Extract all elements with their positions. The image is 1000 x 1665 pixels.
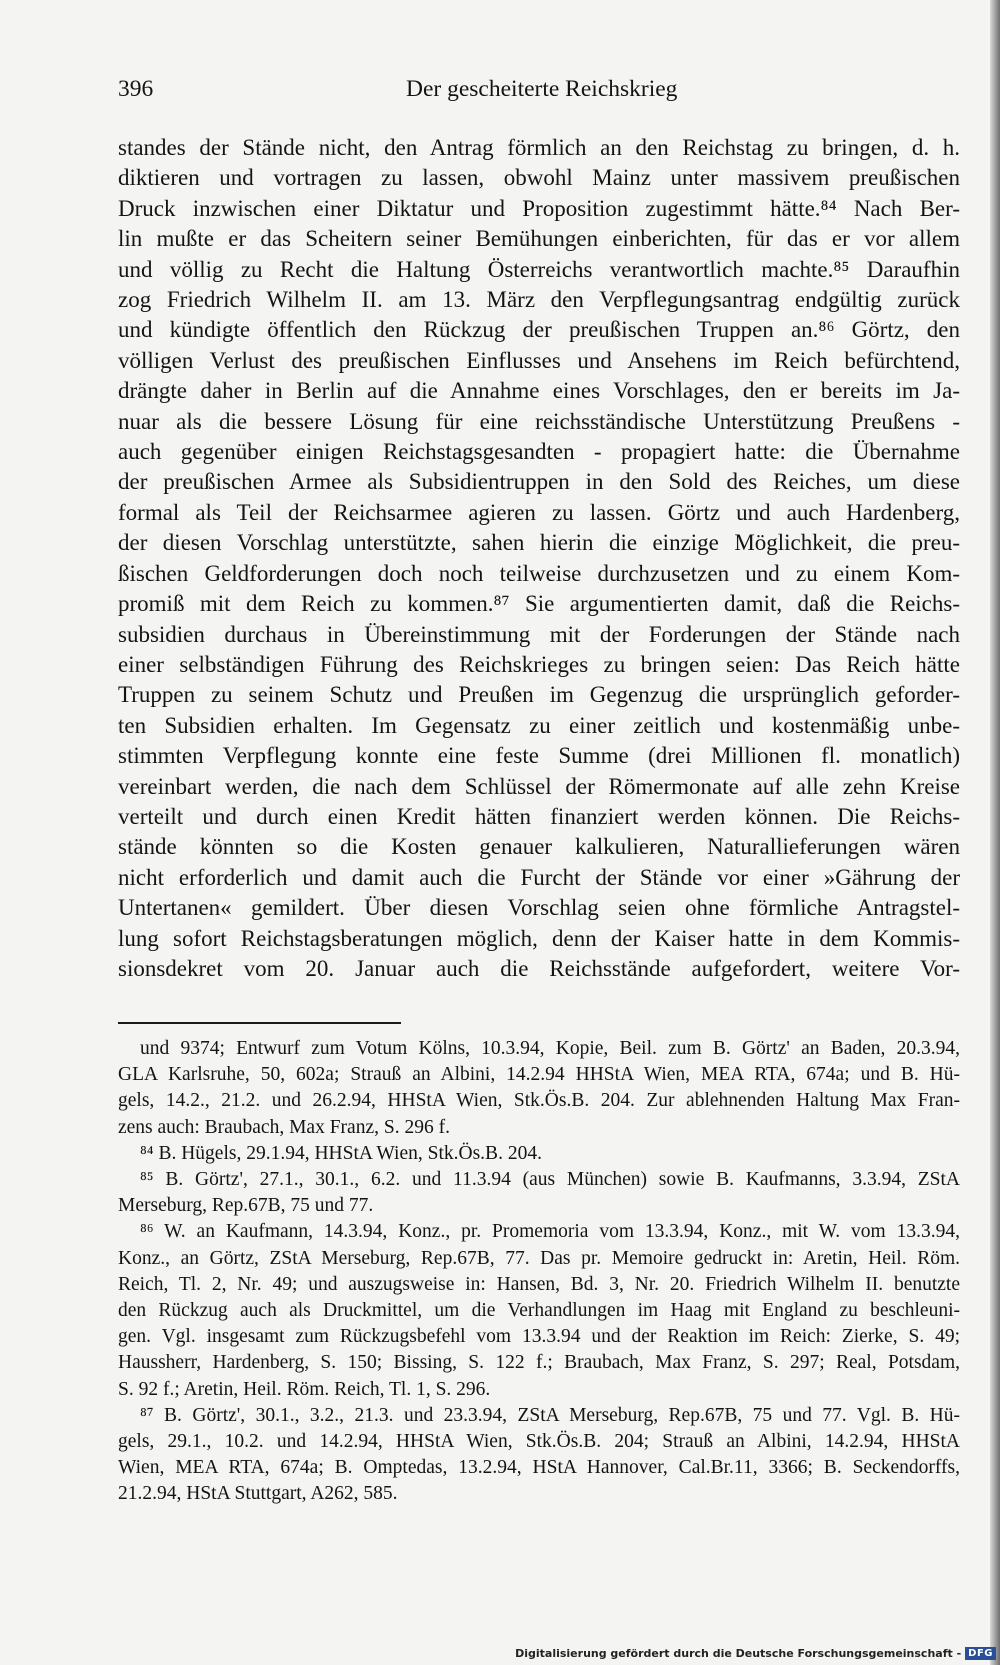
footnote-line: GLA Karlsruhe, 50, 602a; Strauß an Albini, 14.2.94 HHStA Wien, MEA RTA, 674a; und B. Hü- [118, 1064, 960, 1086]
body-line: verteilt und durch einen Kredit hätten finanziert werden können. Die Reichs- [118, 803, 960, 829]
footnote-line: Haussherr, Hardenberg, S. 150; Bissing, S. 122 f.; Braubach, Max Franz, S. 297; Real, Potsdam, [118, 1352, 960, 1374]
running-head: Der gescheiterte Reichskrieg [406, 76, 678, 102]
body-line: lin mußte er das Scheitern seiner Bemühungen einberichten, für das er vor allem [118, 226, 960, 252]
body-line: ten Subsidien erhalten. Im Gegensatz zu einer zeitlich und kostenmäßig unbe- [118, 712, 960, 738]
body-line: diktieren und vortragen zu lassen, obwohl Mainz unter massivem preußischen [118, 165, 960, 191]
body-line: sionsdekret vom 20. Januar auch die Reichsstände aufgefordert, weitere Vor- [118, 955, 960, 981]
footnote-line: und 9374; Entwurf zum Votum Kölns, 10.3.94, Kopie, Beil. zum B. Görtz' an Baden, 20.3.94, [140, 1038, 960, 1059]
footnote-line: ⁸⁶ W. an Kaufmann, 14.3.94, Konz., pr. Promemoria vom 13.3.94, Konz., mit W. vom 13.3.94, [140, 1221, 960, 1243]
footnote-rule [118, 1022, 401, 1024]
body-line: formal als Teil der Reichsarmee agieren zu lassen. Görtz und auch Hardenberg, [118, 499, 960, 525]
dfg-logo: DFG [965, 1647, 996, 1660]
page-edge [990, 0, 1000, 1665]
body-line: nicht erforderlich und damit auch die Furcht der Stände vor einer »Gährung der [118, 864, 960, 890]
body-line: zog Friedrich Wilhelm II. am 13. März den Verpflegungsantrag endgültig zurück [118, 287, 960, 313]
footnote-line: ⁸⁵ B. Görtz', 27.1., 30.1., 6.2. und 11.3.94 (aus München) sowie B. Kaufmanns, 3.3.94, ZStA [140, 1169, 960, 1191]
body-line: und kündigte öffentlich den Rückzug der preußischen Truppen an.⁸⁶ Görtz, den [118, 317, 960, 343]
footnote-line: S. 92 f.; Aretin, Heil. Röm. Reich, Tl. 1, S. 296. [118, 1378, 491, 1400]
body-line: stände könnten so die Kosten genauer kalkulieren, Naturallieferungen wären [118, 834, 960, 860]
footnote-line: Reich, Tl. 2, Nr. 49; und auszugsweise in: Hansen, Bd. 3, Nr. 20. Friedrich Wilhelm II. benutzte [118, 1273, 960, 1295]
body-line: der diesen Vorschlag unterstützte, sahen hierin die einzige Möglichkeit, die preu- [118, 530, 960, 556]
page-header [118, 76, 960, 110]
body-line: stimmten Verpflegung konnte eine feste Summe (drei Millionen fl. monatlich) [118, 743, 960, 769]
footnote-line: gels, 29.1., 10.2. und 14.2.94, HHStA Wien, Stk.Ös.B. 204; Strauß an Albini, 14.2.94, HHStA [118, 1431, 960, 1453]
body-line: ßischen Geldforderungen doch noch teilweise durchzusetzen und zu einem Kom- [118, 560, 960, 586]
footnote-line: ⁸⁴ B. Hügels, 29.1.94, HHStA Wien, Stk.Ös.B. 204. [140, 1142, 542, 1164]
body-text [118, 133, 960, 984]
footnote-line: Wien, MEA RTA, 674a; B. Omptedas, 13.2.94, HStA Hannover, Cal.Br.11, 3366; B. Seckendorffs, [118, 1457, 960, 1479]
body-line: der preußischen Armee als Subsidientruppen in den Sold des Reiches, um diese [118, 469, 960, 495]
body-line: nuar als die bessere Lösung für eine reichsständische Unterstützung Preußens - [118, 408, 960, 434]
body-line: standes der Stände nicht, den Antrag förmlich an den Reichstag zu bringen, d. h. [118, 135, 960, 160]
body-line: und völlig zu Recht die Haltung Österreichs verantwortlich machte.⁸⁵ Daraufhin [118, 256, 960, 282]
footer-credit: Digitalisierung gefördert durch die Deutsche Forschungsgemeinschaft - [515, 1647, 962, 1660]
footnote [118, 1141, 960, 1167]
body-line: vereinbart werden, die nach dem Schlüssel der Römermonate auf alle zehn Kreise [118, 773, 960, 799]
footnote-line: Merseburg, Rep.67B, 75 und 77. [118, 1195, 374, 1217]
footnote [118, 1219, 960, 1402]
body-line: drängte daher in Berlin auf die Annahme eines Vorschlages, den er bereits im Ja- [118, 378, 960, 404]
footnote-line: gen. Vgl. insgesamt zum Rückzugsbefehl vom 13.3.94 und der Reaktion im Reich: Zierke, S. 49; [118, 1326, 960, 1348]
footnote-line: zens auch: Braubach, Max Franz, S. 296 f. [118, 1116, 450, 1138]
digitization-footer [515, 1647, 996, 1660]
body-line: völligen Verlust des preußischen Einflusses und Ansehens im Reich befürchtend, [118, 347, 960, 373]
page-number: 396 [118, 76, 154, 102]
body-line: Druck inzwischen einer Diktatur und Proposition zugestimmt hätte.⁸⁴ Nach Ber- [118, 195, 960, 221]
body-line: auch gegenüber einigen Reichstagsgesandten - propagiert hatte: die Übernahme [118, 439, 960, 465]
footnote-line: Konz., an Görtz, ZStA Merseburg, Rep.67B, 77. Das pr. Memoire gedruckt in: Aretin, Heil. Röm. [118, 1247, 960, 1269]
body-line: Untertanen« gemildert. Über diesen Vorschlag seien ohne förmliche Antragstel- [118, 895, 960, 921]
body-line: lung sofort Reichstagsberatungen möglich, denn der Kaiser hatte in dem Kommis- [118, 925, 960, 951]
body-line: subsidien durchaus in Übereinstimmung mit der Forderungen der Stände nach [118, 621, 960, 647]
footnote-line: gels, 14.2., 21.2. und 26.2.94, HHStA Wien, Stk.Ös.B. 204. Zur ablehnenden Haltung Max Fran- [118, 1090, 960, 1112]
footnotes [118, 1036, 960, 1508]
body-line: promiß mit dem Reich zu kommen.⁸⁷ Sie argumentierten damit, daß die Reichs- [118, 591, 960, 617]
footnote [118, 1036, 960, 1141]
footnote [118, 1167, 960, 1219]
footnote-line: 21.2.94, HStA Stuttgart, A262, 585. [118, 1483, 398, 1505]
footnote-line: ⁸⁷ B. Görtz', 30.1., 3.2., 21.3. und 23.3.94, ZStA Merseburg, Rep.67B, 75 und 77. Vgl. B. Hü- [140, 1404, 960, 1426]
body-line: einer selbständigen Führung des Reichskrieges zu bringen seien: Das Reich hätte [118, 651, 960, 677]
body-line: Truppen zu seinem Schutz und Preußen im Gegenzug die ursprünglich geforder- [118, 682, 960, 708]
footnote [118, 1403, 960, 1508]
footnote-line: den Rückzug auch als Druckmittel, um die Verhandlungen im Haag mit England zu beschleuni- [118, 1300, 960, 1322]
